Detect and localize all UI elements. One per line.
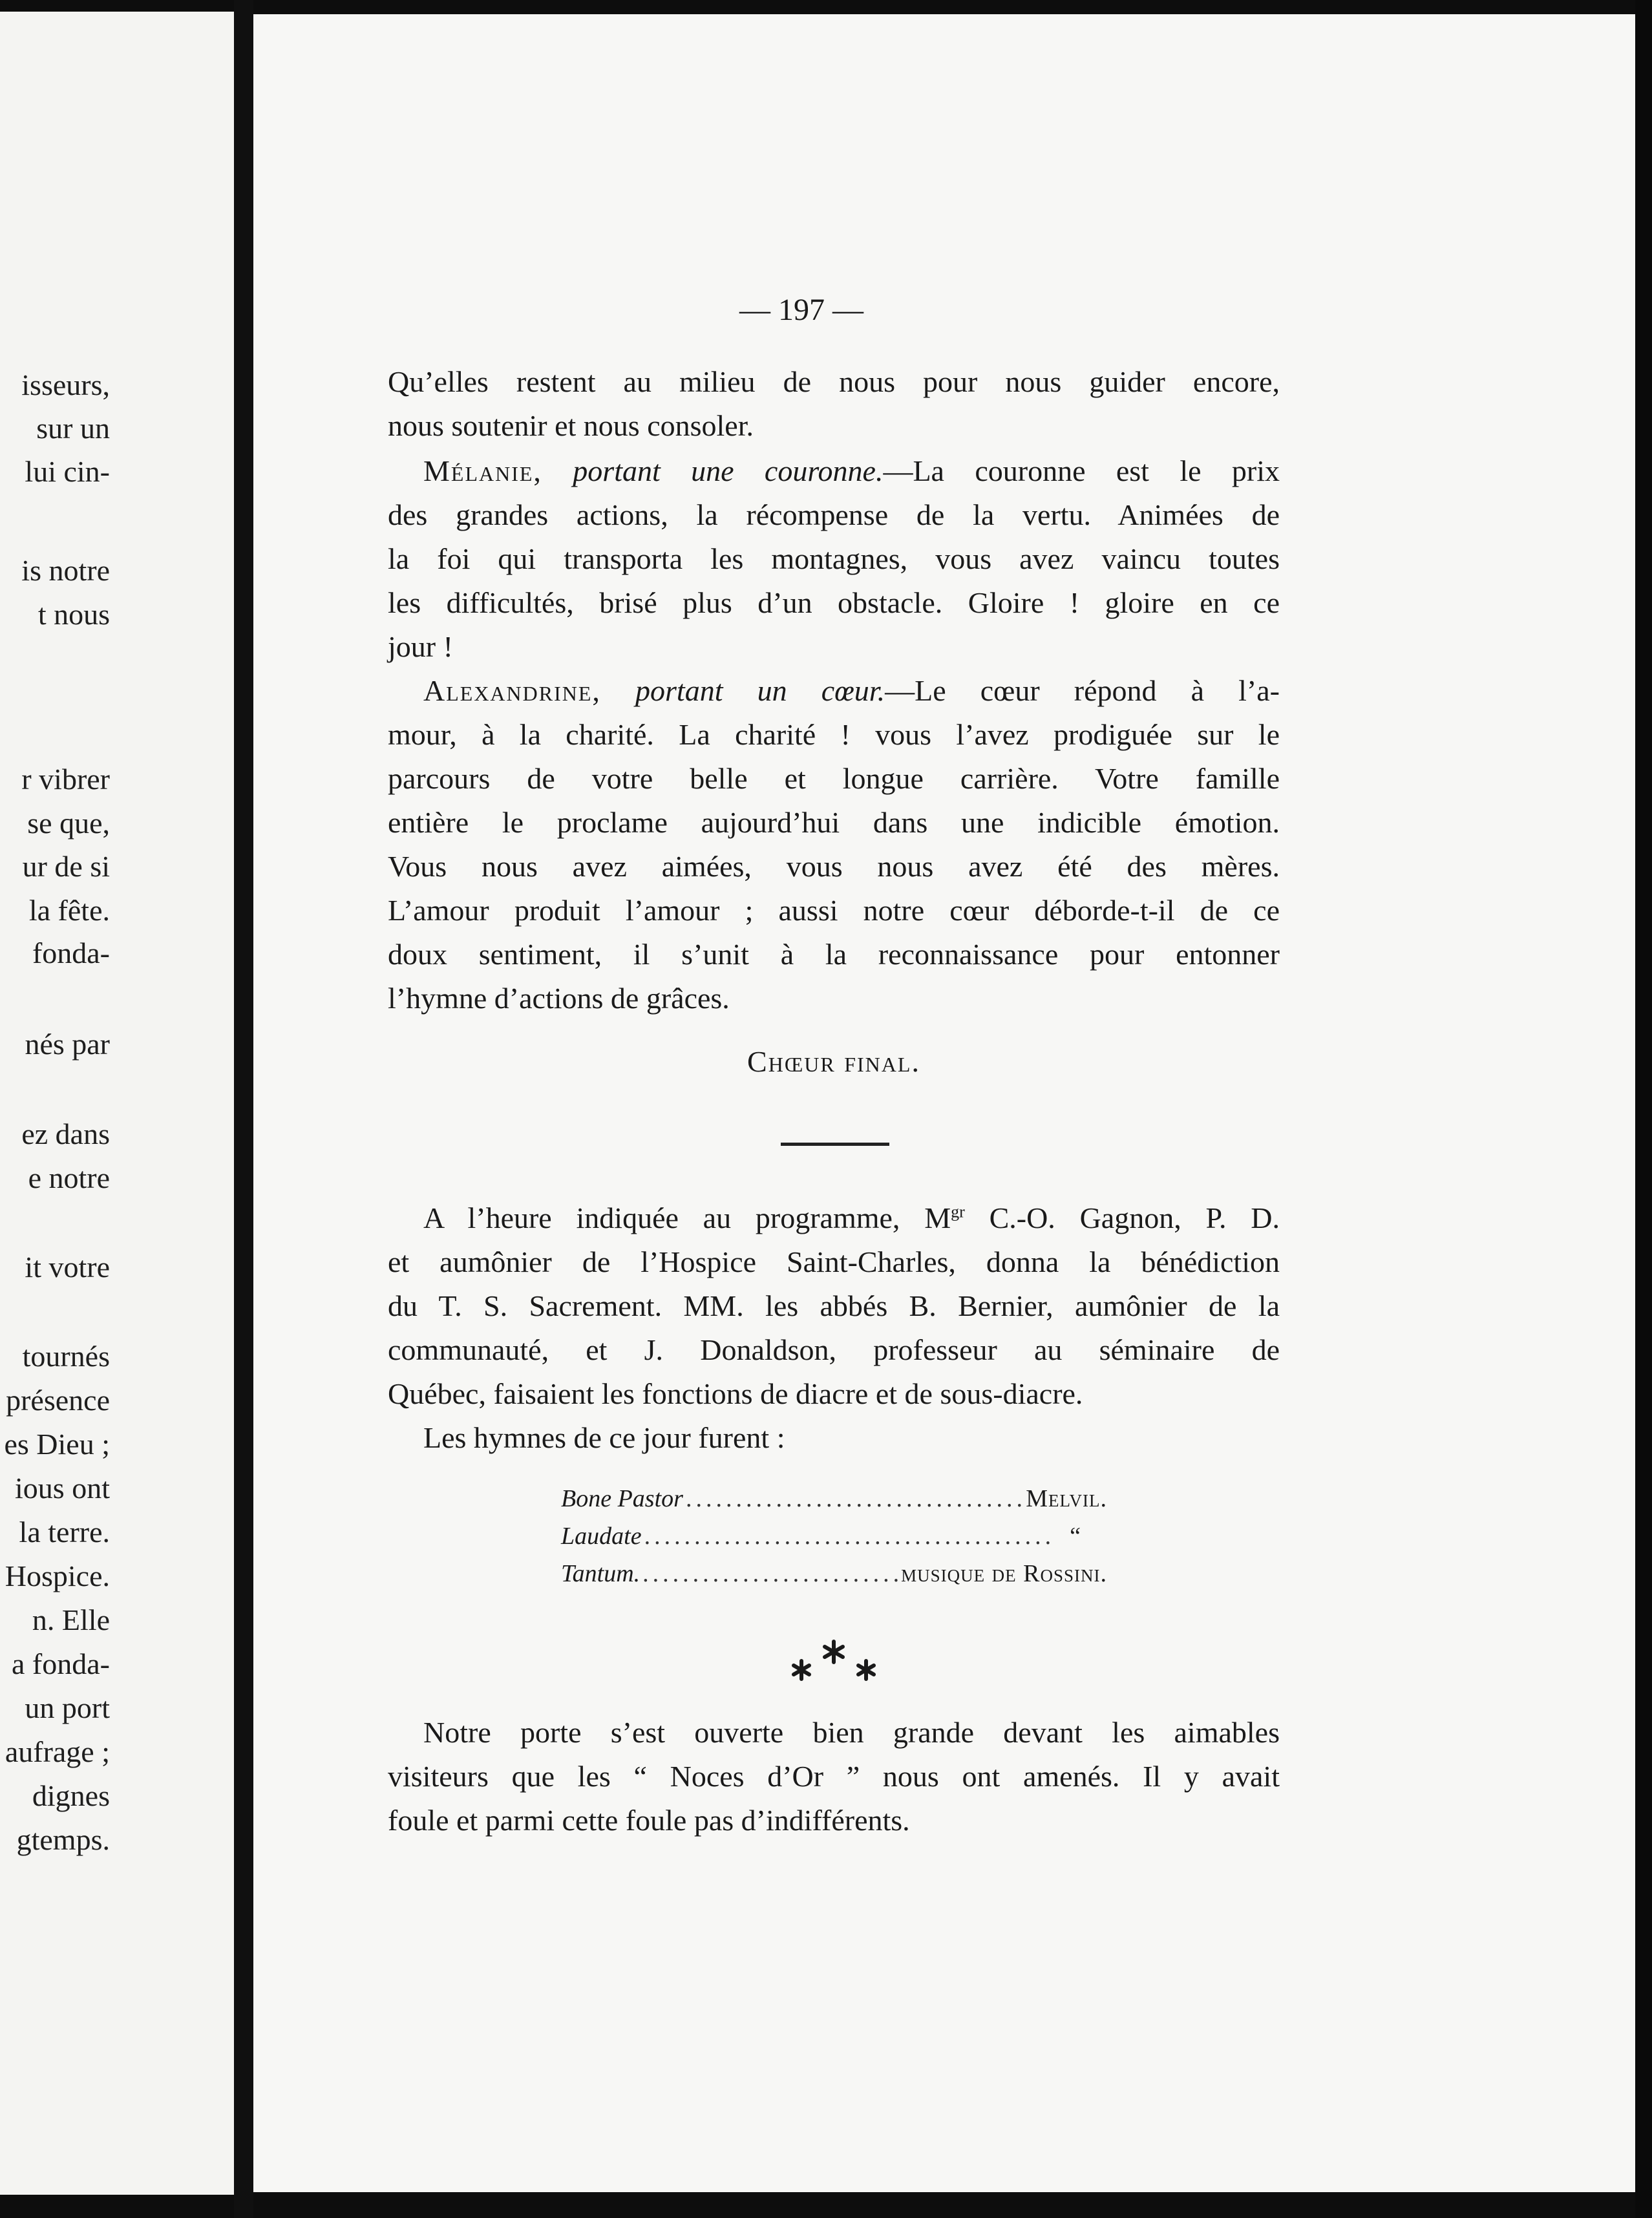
- asterism-icon: [769, 1635, 898, 1687]
- page-number: — 197 —: [739, 293, 863, 327]
- hymn-entry: [561, 1486, 1107, 1511]
- hymn-author: musique de Rossini.: [901, 1560, 1107, 1587]
- speaker-name: Alexandrine,: [423, 674, 601, 707]
- dialogue-line-melanie: [423, 456, 1280, 486]
- left-line: it votre: [25, 1251, 110, 1283]
- left-line: ez dans: [21, 1117, 110, 1150]
- left-line: Hospice.: [5, 1559, 110, 1592]
- text-line: les difficultés, brisé plus d’un obstacle. Gloire ! gloire en ce: [388, 586, 1280, 619]
- speaker-name: Mélanie,: [423, 454, 542, 487]
- page-edge: [1635, 0, 1652, 2218]
- text-line: communauté, et J. Donaldson, professeur au séminaire de: [388, 1333, 1280, 1366]
- text-line: jour !: [388, 630, 453, 663]
- left-line: se que,: [27, 807, 110, 840]
- text-fragment: C.-O. Gagnon, P. D.: [964, 1201, 1280, 1234]
- text-line: Les hymnes de ce jour furent :: [423, 1421, 785, 1454]
- left-line: nés par: [25, 1028, 110, 1061]
- text-line: foule et parmi cette foule pas d’indifférents.: [388, 1804, 910, 1837]
- hymn-name: Tantum.: [561, 1560, 641, 1587]
- left-line: la terre.: [19, 1516, 110, 1548]
- hymn-entry: [561, 1524, 1107, 1548]
- left-line: ious ont: [15, 1472, 110, 1505]
- text-line: du T. S. Sacrement. MM. les abbés B. Bernier, aumônier de la: [388, 1289, 1280, 1322]
- text-line: Québec, faisaient les fonctions de diacre et de sous-diacre.: [388, 1377, 1083, 1410]
- left-line: tournés: [22, 1340, 110, 1373]
- stage-direction: portant un cœur.: [635, 674, 885, 707]
- text-line: visiteurs que les “ Noces d’Or ” nous ont amenés. Il y avait: [388, 1760, 1280, 1793]
- section-heading: Chœur final.: [747, 1045, 920, 1078]
- right-page: [253, 14, 1635, 2192]
- left-line: dignes: [32, 1779, 110, 1812]
- text-line: nous soutenir et nous consoler.: [388, 409, 754, 442]
- text-fragment: A l’heure indiquée au programme, M: [423, 1201, 951, 1234]
- left-line: a fonda-: [12, 1647, 110, 1680]
- hymn-name: Bone Pastor: [561, 1485, 683, 1512]
- text-line: [423, 1203, 1280, 1233]
- superscript: gr: [951, 1202, 965, 1221]
- text-line: entière le proclame aujourd’hui dans une indicible émotion.: [388, 806, 1280, 839]
- text-line: Qu’elles restent au milieu de nous pour nous guider encore,: [388, 365, 1280, 398]
- left-line: n. Elle: [32, 1603, 110, 1636]
- left-line: gtemps.: [16, 1823, 110, 1856]
- left-line: fonda-: [32, 936, 110, 969]
- book-gutter: [234, 0, 253, 2218]
- text-line: Vous nous avez aimées, vous nous avez été des mères.: [388, 850, 1280, 883]
- leader-dots: [642, 1561, 898, 1586]
- text-line: la foi qui transporta les montagnes, vous avez vaincu toutes: [388, 542, 1280, 575]
- text-line: L’amour produit l’amour ; aussi notre cœur déborde-t-il de ce: [388, 894, 1280, 927]
- leader-dots: [686, 1486, 1023, 1511]
- left-line: isseurs,: [21, 368, 110, 401]
- hymn-author: Melvil.: [1026, 1485, 1107, 1512]
- section-rule: [781, 1143, 889, 1146]
- left-line: t nous: [37, 598, 110, 631]
- left-line: présence: [6, 1384, 110, 1417]
- stage-direction: portant une couronne.: [573, 454, 884, 487]
- speech-text: —Le cœur répond à l’a-: [885, 674, 1280, 707]
- dialogue-line-alexandrine: [423, 676, 1280, 706]
- text-line: l’hymne d’actions de grâces.: [388, 982, 730, 1015]
- left-line: e notre: [28, 1161, 110, 1194]
- text-line: des grandes actions, la récompense de la vertu. Animées de: [388, 498, 1280, 531]
- left-page-fragment: [0, 12, 234, 2195]
- hymn-author: “: [1070, 1523, 1081, 1550]
- text-line: parcours de votre belle et longue carrière. Votre famille: [388, 762, 1280, 795]
- left-line: lui cin-: [25, 455, 110, 488]
- text-line: et aumônier de l’Hospice Saint-Charles, donna la bénédiction: [388, 1245, 1280, 1278]
- left-line: r vibrer: [21, 763, 110, 796]
- hymn-name: Laudate: [561, 1523, 642, 1550]
- text-line: Notre porte s’est ouverte bien grande devant les aimables: [423, 1716, 1280, 1749]
- left-line: is notre: [21, 554, 110, 587]
- left-line: la fête.: [28, 894, 110, 927]
- left-line: es Dieu ;: [4, 1428, 110, 1461]
- left-line: sur un: [36, 412, 110, 445]
- hymn-entry: [561, 1561, 1107, 1586]
- leader-dots: [644, 1524, 1055, 1548]
- text-line: mour, à la charité. La charité ! vous l’avez prodiguée sur le: [388, 718, 1280, 751]
- left-line: ur de si: [22, 850, 110, 883]
- left-line: un port: [25, 1691, 110, 1724]
- left-line: aufrage ;: [5, 1735, 110, 1768]
- speech-text: —La couronne est le prix: [883, 454, 1280, 487]
- text-line: doux sentiment, il s’unit à la reconnaissance pour entonner: [388, 938, 1280, 971]
